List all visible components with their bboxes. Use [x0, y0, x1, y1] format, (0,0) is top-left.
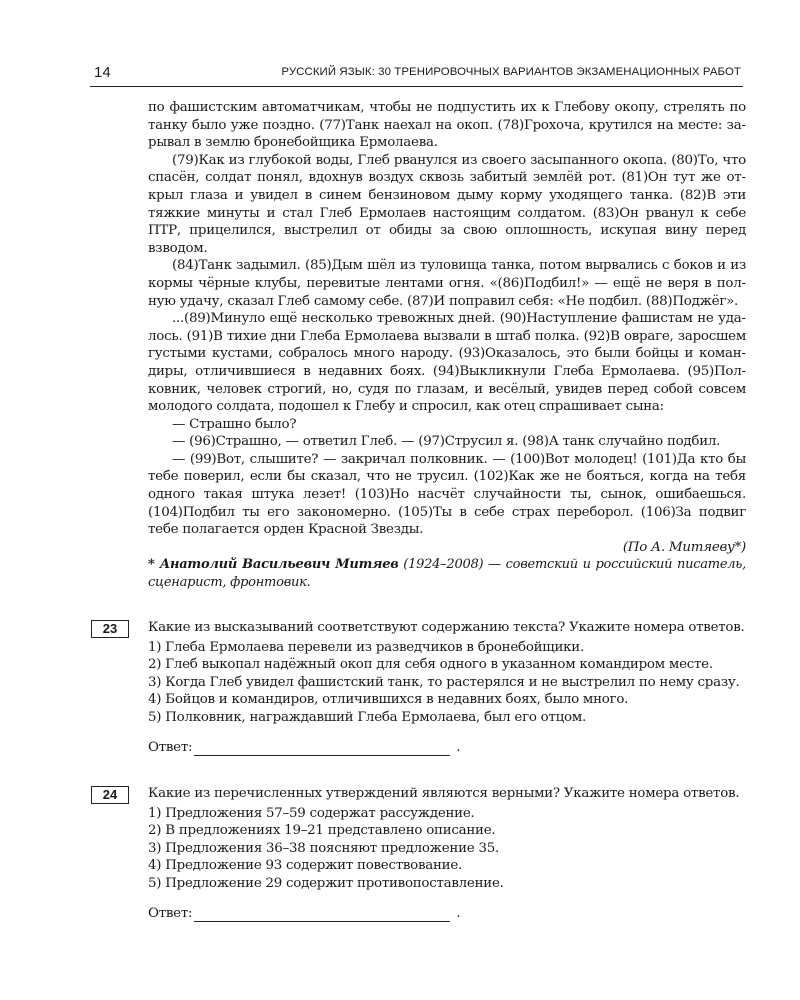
answer-option: 5) Предложение 29 содержит противопоставление.	[148, 875, 504, 891]
answer-field[interactable]	[194, 908, 450, 922]
dialogue-line: — (99)Вот, слышите? — закричал полковник. — (100)Вот молодец! (101)Да кто бы тебе поверил, если бы сказал, что не трусил. (102)Как же не бояться, когда на тебя одного такая штука лезет! (103)Но насчёт случайности ты, сынок, ошибаешься. (104)Подбил ты его закономерно. (105)Ты в себе страх переборол. (106)За подвиг тебе полагается орден Красной Звезды.	[148, 451, 746, 538]
task-number-box: 23	[91, 620, 129, 638]
answer-row	[148, 739, 746, 757]
answer-period: .	[456, 739, 461, 755]
answer-label: Ответ:	[148, 739, 193, 755]
text-paragraph: (79)Как из глубокой воды, Глеб рванулся из своего засыпанного окопа. (80)То, что спасён, солдат понял, вдохнув воздух сквозь забитый землёй рот. (81)Он тут же открыл глаза и увидел в синем бензиновом дыму корму уходящего танка. (82)В эти тяжкие минуты и стал Глеб Ермолаев настоящим солдатом. (83)Он рванул к себе ПТР, прицелился, выстрелил от обиды за свою оплошность, искупая вину перед взводом.	[148, 152, 746, 256]
answer-options	[148, 639, 746, 727]
author-footnote	[148, 556, 746, 591]
dialogue-line: — (96)Страшно, — ответил Глеб. — (97)Струсил я. (98)А танк случайно подбил.	[172, 434, 721, 450]
answer-option: 1) Глеба Ермолаева перевели из разведчиков в бронебойщики.	[148, 639, 584, 655]
text-paragraph: ...(89)Минуло ещё несколько тревожных дней. (90)Наступление фашистам не удалось. (91)В тихие дни Глеба Ермолаева вызвали в штаб полка. (92)В овраге, заросшем густыми кустами, собралось много народу. (93)Оказалось, это были бойцы и командиры, отличившиеся в недавних боях. (94)Выкликнули Глеба Ермолаева. (95)Полковник, человек строгий, но, судя по глазам, и весёлый, увидев перед собой совсем молодого солдата, подошел к Глебу и спросил, как отец спрашивает сына:	[148, 311, 746, 415]
answer-options	[148, 805, 746, 893]
answer-option: 5) Полковник, награждавший Глеба Ермолаева, был его отцом.	[148, 709, 586, 725]
page-number: 14	[94, 64, 111, 81]
answer-field[interactable]	[194, 742, 450, 756]
answer-option: 4) Предложение 93 содержит повествование.	[148, 858, 463, 874]
task-question: Какие из высказываний соответствуют содержанию текста? Укажите номера ответов.	[148, 620, 745, 635]
dialogue-line: — Страшно было?	[172, 416, 297, 432]
answer-option: 2) В предложениях 19–21 представлено описание.	[148, 823, 496, 839]
text-attribution: (По А. Митяеву*)	[622, 539, 746, 555]
task-body	[148, 785, 746, 922]
page-header	[90, 60, 743, 87]
answer-option: 2) Глеб выкопал надёжный окоп для себя одного в указанном командиром месте.	[148, 657, 713, 673]
task-body	[148, 619, 746, 756]
answer-label: Ответ:	[148, 905, 193, 921]
task-number-box: 24	[91, 786, 129, 804]
answer-option: 3) Когда Глеб увидел фашистский танк, то растерялся и не выстрелил по нему сразу.	[148, 674, 740, 690]
answer-option: 1) Предложения 57–59 содержат рассуждение.	[148, 805, 475, 821]
reading-text	[148, 99, 746, 592]
text-paragraph: (84)Танк задымил. (85)Дым шёл из туловища танка, потом вырвались с боков и из кормы чёрные клубы, перевитые лентами огня. «(86)Подбил!» — ещё не веря в полную удачу, сказал Глеб самому себе. (87)И поправил себя: «Не подбил. (88)Поджёг».	[148, 258, 746, 309]
footnote-author-name: * Анатолий Васильевич Митяев	[148, 557, 399, 573]
answer-option: 3) Предложения 36–38 поясняют предложение 35.	[148, 840, 499, 856]
answer-period: .	[456, 905, 461, 921]
answer-row	[148, 905, 746, 923]
footnote-details: (1924–2008) — советский и российский писатель, сценарист, фронтовик.	[148, 557, 746, 591]
answer-option: 4) Бойцов и командиров, отличившихся в недавних боях, было много.	[148, 692, 629, 708]
running-title: РУССКИЙ ЯЗЫК: 30 ТРЕНИРОВОЧНЫХ ВАРИАНТОВ ЭКЗАМЕНАЦИОННЫХ РАБОТ	[281, 66, 741, 78]
text-paragraph: по фашистским автоматчикам, чтобы не подпустить их к Глебову окопу, стрелять по танку было уже поздно. (77)Танк наехал на окоп. (78)Грохоча, крутился на месте: зарывал в землю бронебойщика Ермолаева.	[148, 100, 746, 151]
task-question: Какие из перечисленных утверждений являются верными? Укажите номера ответов.	[148, 786, 740, 801]
